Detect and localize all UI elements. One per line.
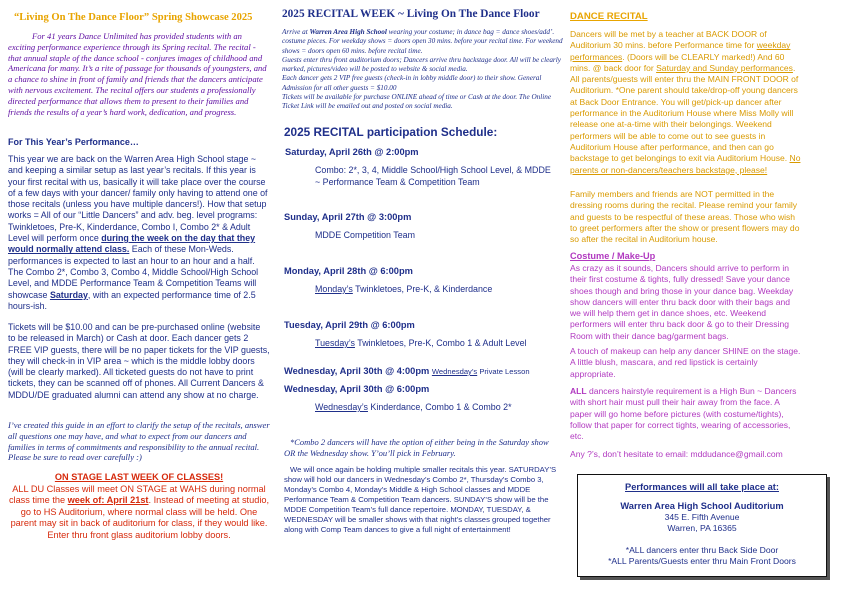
setup-text-b: Each of these Mon-Weds. performances is expected to last an hour to an hour and a half. The Combo 2*, Combo 3, Combo 4, Middle School/High School Level, and MDDE Performance Team & Competition Teams will showcase — [8, 244, 259, 300]
setup-text-a: This year we are back on the Warren Area High School stage ~ and keeping a similar setup as last year’s recitals. If this year is your first recital with us, basically it will take place over the course of a few days with your dancer/ family only having to attend one of those recitals (unless you have multiple dancers!). How that setup works = All of our “Little Dancers” and adv. beg. level programs: Twinkletoes, Pre-K, Kinderdance, Combo I, Combo 2* & Adult Level will perform once — [8, 154, 268, 244]
showcase-title: “Living On The Dance Floor” Spring Showcase 2025 — [14, 12, 253, 23]
costume-paragraph: As crazy as it sounds, Dancers should arrive to perform in their first costume & tights, fully dressed! Save your dance shoes though and bring those in your dance bag. Weekday show dancers will enter thru back door with their bags and we will help them get in dance shoes, etc. Weekend performers will enter thru back door & go to their Dressing Room with their dance bag/garment bags. — [570, 263, 794, 341]
on-stage-text-b: . Instead of meeting at studio, go to HS Auditorium, where normal class will be held. One parent may sit in back of auditorium for class, if they would like. Enter thru front glass auditorium lobby doors. — [10, 495, 270, 540]
setup-text-underline: during the week on the day that they would normally attend class. — [8, 233, 256, 255]
schedule-saturday-head: Saturday, April 26th @ 2:00pm — [285, 147, 419, 157]
intro-line-1: For 41 years Dance Unlimited has provided students with an exciting performance experience through its Spring recital. — [8, 31, 242, 52]
setup-text-c: , with an expected performance time of 2.5 hours-ish. — [8, 289, 256, 311]
schedule-monday-head: Monday, April 28th @ 6:00pm — [284, 266, 413, 276]
schedule-tuesday-head: Tuesday, April 29th @ 6:00pm — [284, 320, 415, 330]
dance-recital-title: DANCE RECITAL — [570, 11, 648, 22]
schedule-wednesday-6pm-head: Wednesday, April 30th @ 6:00pm — [284, 384, 430, 394]
location-box-title: Performances will all take place at: — [625, 482, 779, 492]
dressing-room-policy: Family members and friends are NOT permitted in the dressing rooms during the recital. Please remind your family and guests to be respectful of these areas. Those who wish to greet performers after the show or present flowers may do so after the recital in Auditorium house. — [570, 189, 800, 245]
schedule-tuesday-body: Tuesday’s Twinkletoes, Pre-K, Combo 1 & Adult Level — [315, 338, 527, 348]
schedule-sunday-head: Sunday, April 27th @ 3:00pm — [284, 212, 412, 222]
hair-paragraph: ALL dancers hairstyle requirement is a High Bun ~ Dancers with short hair must pull their hair away from the face. A paper will go home before pictures (with costume/tights), follow that paper for correct tights, wearing of accessories, etc. — [570, 386, 797, 442]
column-middle — [279, 0, 564, 595]
location-school: Warren Area High School Auditorium — [620, 501, 784, 511]
intro-paragraph — [8, 31, 270, 117]
location-address-2: Warren, PA 16365 — [667, 523, 737, 533]
costume-title: Costume / Make-Up — [570, 251, 656, 261]
arrival-instructions: Dancers will be met by a teacher at BACK DOOR of Auditorium 30 mins. before Performance time for weekday performances. (Doors will be CLEARLY marked!) And 60 mins. @ back door for Saturday and Sunday performances. All parents/guests will enter thru the MAIN FRONT DOOR of Auditorium. *One parent should take/drop-off young dancers at Back Door Entrance. You will get/pick-up dancer after performance in the Auditorium House where Miss Molly will release one at-a-time with their belongings. Weekend performers will be able to come out to see guests in Auditorium House after performance, and then can go backstage to get belongings to exit via Auditorium House. No parents or non-dancers/teachers backstage, please! — [570, 29, 801, 175]
recital-week-title: 2025 RECITAL WEEK ~ Living On The Dance Floor — [282, 8, 540, 20]
on-stage-notice — [8, 472, 270, 542]
schedule-saturday-body: Combo: 2*, 3, 4, Middle School/High School Level, & MDDE ~ Performance Team & Competition Team — [315, 165, 551, 187]
recital-summary: We will once again be holding multiple smaller recitals this year. SATURDAY’S show will hold our dancers in Wednesday’s Combo 2*, Thursday’s Combo 3, Monday’s Combo 4, Monday’s Middle & High School classes and MDDE Performance Team & Competition Team dancers. SUNDAY’S show will be the MDDE Competition Team’s full dance repertoire. MONDAY, TUESDAY, & WEDNESDAY will be smaller shows with that night’s classes grouped together along with Comp Team dances to give a full night of entertainment! — [284, 465, 557, 534]
schedule-wednesday-body: Wednesday’s Kinderdance, Combo 1 & Combo 2* — [315, 402, 512, 412]
guide-note: I’ve created this guide in an effort to clarify the setup of the recitals, answer all questions one may have, and what to expect from our dancers and families in terms of commitments and responsibility to the annual recital. Please be sure to read over carefully :) — [8, 420, 270, 463]
on-stage-week: week of: April 21st — [67, 495, 149, 506]
schedule-wednesday-4pm-head: Wednesday, April 30th @ 4:00pm Wednesday’s Private Lesson — [284, 366, 530, 376]
on-stage-title: ON STAGE LAST WEEK OF CLASSES! — [54, 472, 224, 482]
location-note-1: *ALL dancers enter thru Back Side Door — [625, 545, 779, 555]
contact-line: Any ?’s, don’t hesitate to email: mddudance@gmail.com — [570, 449, 783, 459]
arrival-info-d: Each dancer gets 2 VIP free guests (check-in in lobby middle door) to their show. General Admission for all other guests = $10.00 — [282, 74, 542, 92]
tickets-paragraph: Tickets will be $10.00 and can be pre-purchased online (website to be released in March) or Cash at door. Each dancer gets 2 FREE VIP guests, there will be no paper tickets for the VIP guests, they will check-in in VIP area ~ which is the middle lobby doors (will be clearly marked). All ticketed guests do not have to print tickets, they can be scanned off of phones. All Current Dancers & MDDU/DE graduated alumni can attend any show at no charge. — [8, 322, 270, 400]
schedule-sunday-body: MDDE Competition Team — [315, 230, 415, 240]
performance-subhead: For This Year’s Performance… — [8, 137, 139, 147]
arrival-info-e: Tickets will be available for purchase ONLINE ahead of time or Cash at the door. The Online Ticket Link will be emailed out and posted on social media. — [282, 93, 552, 111]
location-note-2: *ALL Parents/Guests enter thru Main Front Doors — [608, 556, 796, 566]
column-left — [8, 0, 272, 595]
location-box — [577, 474, 827, 577]
combo2-note: *Combo 2 dancers will have the option of either being in the Saturday show OR the Wednesday show. Y’ou’ll pick in February. — [284, 437, 549, 459]
setup-saturday: Saturday — [49, 289, 88, 300]
arrival-info-a: Arrive at Warren Area High School wearing your costume; in dance bag = dance shoes/add’. costume pieces. For weekday shows = doors open 30 mins. before your recital time. For weekend shows = doors open 60 mins. before recital time. — [282, 28, 563, 55]
schedule-monday-body: Monday’s Twinkletoes, Pre-K, & Kinderdance — [315, 284, 493, 294]
arrival-info — [282, 28, 564, 112]
location-address-1: 345 E. Fifth Avenue — [664, 512, 740, 522]
on-stage-text-a: ALL DU Classes will meet ON STAGE at WAHS during normal class time the — [8, 483, 266, 506]
arrival-info-c: Guests enter thru front auditorium doors; Dancers arrive thru backstage door. All will be clearly marked, pictures/video will be posted to website & social media. — [282, 55, 561, 74]
on-stage-body — [8, 484, 270, 542]
makeup-paragraph: A touch of makeup can help any dancer SHINE on the stage. A little blush, mascara, and red lipstick is certainly appropriate. — [570, 346, 801, 379]
intro-line-2: The recital - that annual staple of the dance school - conjures images of childhood and Americana for many. It’s a rite of passage for thousands of youngsters, and a chance to shine in front of family and friends that the dancers anticipate with nervous excitement. The recital offers our students a professionally directed performance that allows them to present to their families and friends the results of a year’s hard work, dedication, and progress. — [8, 41, 267, 117]
setup-paragraph — [8, 154, 270, 312]
schedule-title: 2025 RECITAL participation Schedule: — [284, 125, 498, 139]
